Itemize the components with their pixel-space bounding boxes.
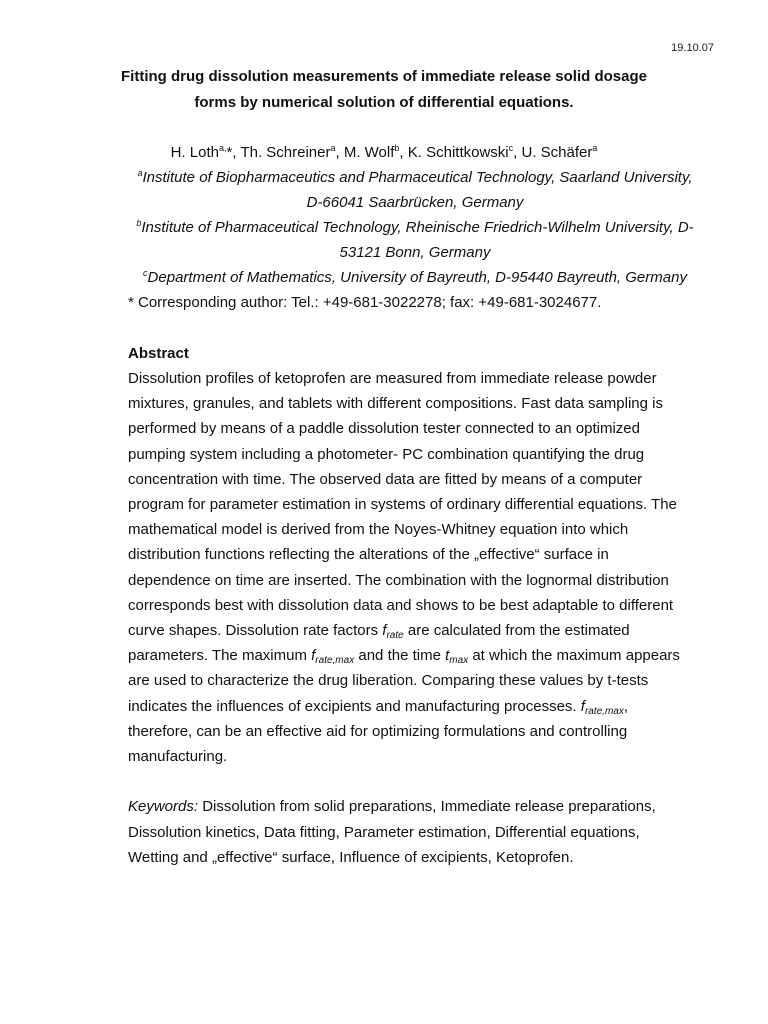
abstract-text: indicates the influences of excipients and manufacturing processes. — [128, 697, 581, 715]
abstract-line: manufacturing. — [128, 748, 228, 766]
math-variable: f — [580, 697, 585, 715]
abstract-line: concentration with time. The observed data are fitted by means of a computer — [128, 470, 643, 488]
corresponding-author-note: * Corresponding author: Tel.: +49-681-3022278; fax: +49-681-3024677. — [128, 294, 602, 311]
math-subscript: rate — [386, 630, 404, 642]
keywords-text: Dissolution kinetics, Data fitting, Parameter estimation, Differential equations, — [128, 823, 640, 841]
affiliation-a — [110, 165, 720, 215]
affiliation-b — [110, 215, 720, 265]
abstract-body — [128, 366, 728, 769]
author-name: H. Loth — [170, 144, 219, 161]
math-variable: t — [445, 647, 450, 665]
corresponding-star: * — [226, 144, 233, 161]
abstract-line — [128, 694, 728, 719]
author-separator: , — [335, 144, 344, 161]
abstract-line: Dissolution profiles of ketoprofen are measured from immediate release powder — [128, 370, 657, 387]
affiliation-mark: b — [136, 218, 142, 228]
abstract-line: are used to characterize the drug liberation. Comparing these values by t-tests — [128, 672, 649, 690]
math-subscript: rate,max — [584, 705, 624, 717]
paper-title — [110, 64, 658, 116]
abstract-heading: Abstract — [128, 345, 189, 362]
abstract-line: pumping system including a photometer- PC combination quantifying the drug — [128, 445, 645, 463]
abstract-line — [128, 643, 728, 668]
affiliation-text: Department of Mathematics, University of Bayreuth, D-95440 Bayreuth, Germany — [147, 269, 687, 286]
author-name: Th. Schreiner — [240, 144, 331, 161]
affiliation-mark: a — [137, 168, 143, 178]
abstract-line: performed by means of a paddle dissolution tester connected to an optimized — [128, 420, 640, 438]
affiliation-text: Institute of Pharmaceutical Technology, Rheinische Friedrich-Wilhelm University, D- — [141, 219, 694, 236]
abstract-text: are calculated from the estimated — [403, 622, 630, 640]
affiliation-text: D-66041 Saarbrücken, Germany — [306, 194, 524, 211]
abstract-line: mathematical model is derived from the Noyes-Whitney equation into which — [128, 521, 629, 539]
author-name: M. Wolf — [343, 144, 395, 161]
math-variable: f — [382, 622, 387, 640]
author-separator: , — [232, 144, 241, 161]
abstract-line: dependence on time are inserted. The combination with the lognormal distribution — [128, 571, 669, 589]
math-subscript: max — [449, 655, 469, 667]
title-line-1: Fitting drug dissolution measurements of immediate release solid dosage — [121, 68, 647, 85]
author-name: U. Schäfer — [521, 144, 593, 161]
abstract-line: therefore, can be an effective aid for optimizing formulations and controlling — [128, 722, 628, 740]
keywords-section — [128, 794, 728, 871]
abstract-line: distribution functions reflecting the alterations of the „effective“ surface in — [128, 546, 609, 564]
math-subscript: rate,max — [315, 655, 355, 667]
abstract-line — [128, 618, 728, 643]
keywords-text: Wetting and „effective“ surface, Influence of excipients, Ketoprofen. — [128, 849, 574, 866]
affiliation-text: Institute of Biopharmaceutics and Pharmaceutical Technology, Saarland University, — [142, 169, 693, 186]
math-variable: f — [311, 647, 316, 665]
abstract-text: , — [623, 697, 629, 715]
author-affiliation-mark: a, — [219, 143, 227, 153]
author-affiliation-mark: a — [592, 143, 598, 153]
affiliation-mark: c — [143, 268, 148, 278]
document-date: 19.10.07 — [671, 42, 714, 54]
affiliation-text: 53121 Bonn, Germany — [339, 244, 491, 261]
title-line-2: forms by numerical solution of differential equations. — [194, 94, 574, 111]
author-separator: , — [399, 144, 408, 161]
author-separator: , — [513, 144, 522, 161]
author-affiliation-mark: c — [508, 143, 514, 153]
abstract-text: parameters. The maximum — [128, 647, 312, 665]
keywords-label: Keywords: — [128, 798, 199, 815]
author-name: K. Schittkowski — [407, 144, 509, 161]
abstract-text: curve shapes. Dissolution rate factors — [128, 622, 383, 640]
author-list — [60, 140, 708, 165]
abstract-text: and the time — [354, 647, 446, 665]
abstract-line: corresponds best with dissolution data and shows to be best adaptable to different — [128, 596, 674, 614]
abstract-text: at which the maximum appears — [468, 647, 680, 665]
author-affiliation-mark: b — [394, 143, 400, 153]
abstract-line: program for parameter estimation in systems of ordinary differential equations. The — [128, 496, 677, 514]
author-affiliation-mark: a — [330, 143, 336, 153]
affiliation-c — [100, 265, 730, 290]
keywords-text: Dissolution from solid preparations, Immediate release preparations, — [198, 798, 656, 815]
abstract-line: mixtures, granules, and tablets with different compositions. Fast data sampling is — [128, 395, 663, 413]
